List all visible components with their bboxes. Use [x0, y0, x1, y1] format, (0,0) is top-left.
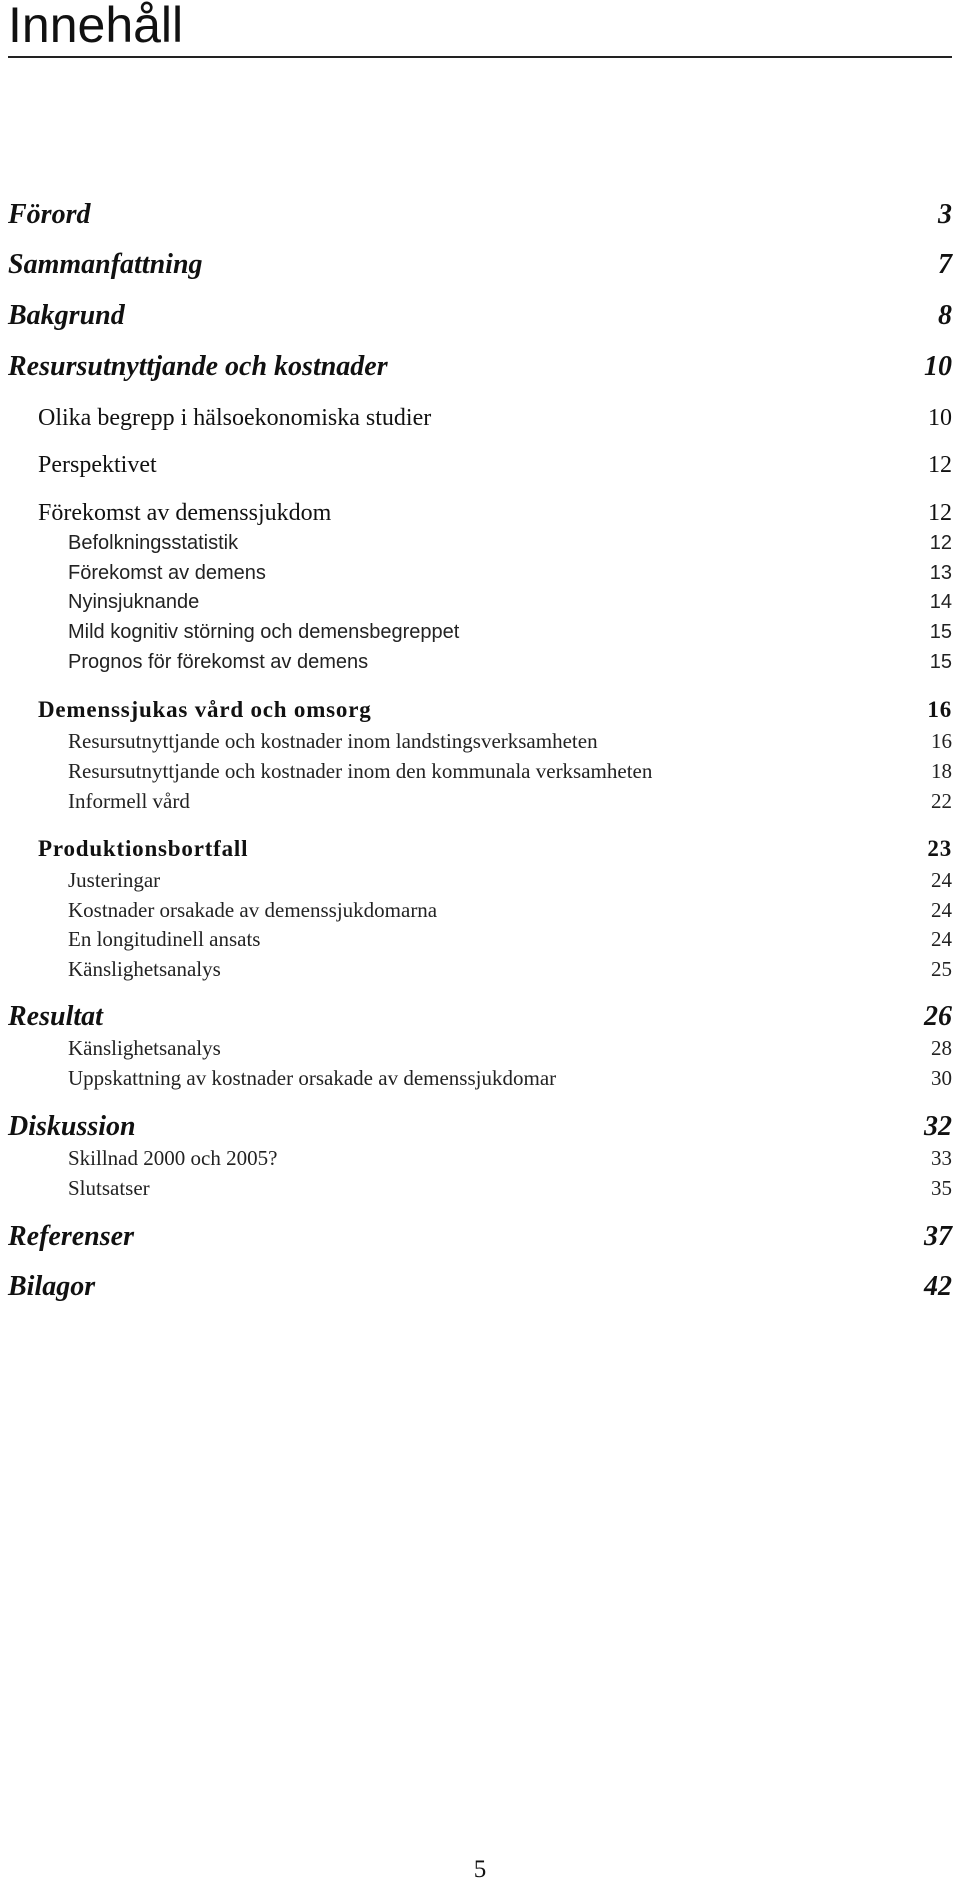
toc-entry-page: 32	[924, 1111, 952, 1142]
toc-entry-label: Slutsatser	[68, 1176, 150, 1200]
toc-entry-forekomst-demenssjukdom[interactable]	[38, 499, 952, 527]
toc-entry-page: 15	[929, 621, 952, 643]
toc-entry-page: 14	[929, 591, 952, 613]
toc-entry-label: Känslighetsanalys	[68, 957, 221, 981]
toc-entry-bilagor[interactable]	[8, 1270, 952, 1304]
toc-entry-label: Bakgrund	[8, 300, 125, 331]
toc-entry-label: Resursutnyttjande och kostnader inom den kommunala verksamheten	[68, 759, 653, 783]
toc-entry-label: Justeringar	[68, 868, 161, 892]
toc-entry-uppskattning[interactable]	[68, 1065, 952, 1091]
toc-entry-page: 33	[931, 1146, 952, 1170]
page-number: 5	[473, 1856, 487, 1883]
toc-entry-longitudinell[interactable]	[68, 926, 952, 952]
toc-entry-label: Nyinsjuknande	[68, 591, 200, 613]
toc-entry-page: 24	[931, 927, 952, 951]
toc-entry-forord[interactable]	[8, 198, 952, 232]
toc-entry-label: Demenssjukas vård och omsorg	[38, 697, 372, 722]
toc-entry-label: Sammanfattning	[8, 249, 203, 280]
toc-entry-skillnad[interactable]	[68, 1145, 952, 1171]
toc-entry-label: Resultat	[8, 1001, 103, 1032]
toc-entry-landstingsverksamheten[interactable]	[68, 728, 952, 754]
toc-entry-befolkningsstatistik[interactable]	[68, 530, 952, 556]
toc-entry-kanslighetsanalys-2[interactable]	[68, 1035, 952, 1061]
toc-entry-label: Skillnad 2000 och 2005?	[68, 1146, 278, 1170]
toc-entry-informell-vard[interactable]	[68, 788, 952, 814]
toc-entry-page: 28	[931, 1036, 952, 1060]
toc-entry-label: Befolkningsstatistik	[68, 532, 239, 554]
toc-entry-label: Förekomst av demenssjukdom	[38, 500, 332, 526]
toc-entry-label: Resursutnyttjande och kostnader inom landstingsverksamheten	[68, 729, 598, 753]
toc-entry-label: Resursutnyttjande och kostnader	[8, 351, 388, 382]
toc-entry-page: 16	[927, 697, 952, 722]
toc-entry-page: 12	[928, 452, 952, 478]
toc-entry-perspektivet[interactable]	[38, 451, 952, 479]
toc-entry-resursutnyttjande[interactable]	[8, 350, 952, 384]
toc-entry-label: Referenser	[8, 1221, 134, 1252]
toc-entry-page: 35	[931, 1176, 952, 1200]
toc-entry-label: Förekomst av demens	[68, 562, 266, 584]
toc-entry-demenssjukas-vard[interactable]	[38, 696, 952, 724]
toc-entry-label: En longitudinell ansats	[68, 927, 261, 951]
toc-entry-sammanfattning[interactable]	[8, 248, 952, 282]
toc-entry-kostnader-orsakade[interactable]	[68, 897, 952, 923]
toc-entry-label: Olika begrepp i hälsoekonomiska studier	[38, 405, 432, 431]
toc-entry-page: 13	[929, 562, 952, 584]
toc-entry-label: Produktionsbortfall	[38, 836, 249, 861]
toc-entry-page: 18	[931, 759, 952, 783]
toc-entry-mild-kognitiv[interactable]	[68, 619, 952, 645]
toc-entry-bakgrund[interactable]	[8, 299, 952, 333]
toc-entry-label: Diskussion	[8, 1111, 136, 1142]
toc-entry-page: 12	[929, 532, 952, 554]
toc-entry-produktionsbortfall[interactable]	[38, 835, 952, 863]
toc-entry-page: 42	[924, 1271, 952, 1302]
toc-entry-label: Prognos för förekomst av demens	[68, 651, 369, 673]
toc-entry-label: Informell vård	[68, 789, 190, 813]
toc-entry-page: 8	[938, 300, 952, 331]
toc-entry-page: 3	[938, 199, 952, 230]
toc-entry-page: 12	[928, 500, 952, 526]
toc-entry-prognos[interactable]	[68, 649, 952, 675]
toc-entry-page: 30	[931, 1066, 952, 1090]
toc-entry-label: Förord	[8, 199, 91, 230]
toc-entry-page: 22	[931, 789, 952, 813]
toc-entry-page: 24	[931, 898, 952, 922]
toc-entry-label: Känslighetsanalys	[68, 1036, 221, 1060]
toc-entry-diskussion[interactable]	[8, 1110, 952, 1144]
toc-entry-page: 37	[924, 1221, 952, 1252]
toc-entry-page: 16	[931, 729, 952, 753]
toc-entry-page: 10	[924, 351, 952, 382]
toc-entry-label: Uppskattning av kostnader orsakade av demenssjukdomar	[68, 1066, 557, 1090]
page-title: Innehåll	[8, 0, 184, 53]
toc-entry-kanslighetsanalys-1[interactable]	[68, 956, 952, 982]
toc-entry-label: Mild kognitiv störning och demensbegreppet	[68, 621, 460, 643]
toc-entry-label: Kostnader orsakade av demenssjukdomarna	[68, 898, 438, 922]
toc-entry-page: 15	[929, 651, 952, 673]
toc-entry-page: 23	[927, 836, 952, 861]
toc-entry-page: 24	[931, 868, 952, 892]
toc-entry-resultat[interactable]	[8, 1000, 952, 1034]
toc-entry-label: Perspektivet	[38, 452, 157, 478]
toc-entry-olika-begrepp[interactable]	[38, 404, 952, 432]
toc-entry-nyinsjuknande[interactable]	[68, 589, 952, 615]
toc-entry-justeringar[interactable]	[68, 867, 952, 893]
toc-entry-page: 10	[928, 405, 952, 431]
toc-entry-label: Bilagor	[8, 1271, 96, 1302]
toc-entry-kommunala-verksamheten[interactable]	[68, 758, 952, 784]
toc-entry-slutsatser[interactable]	[68, 1175, 952, 1201]
toc-entry-forekomst-demens[interactable]	[68, 560, 952, 586]
toc-entry-page: 7	[938, 249, 952, 280]
toc-entry-page: 26	[924, 1001, 952, 1032]
toc-entry-page: 25	[931, 957, 952, 981]
toc-entry-referenser[interactable]	[8, 1220, 952, 1254]
